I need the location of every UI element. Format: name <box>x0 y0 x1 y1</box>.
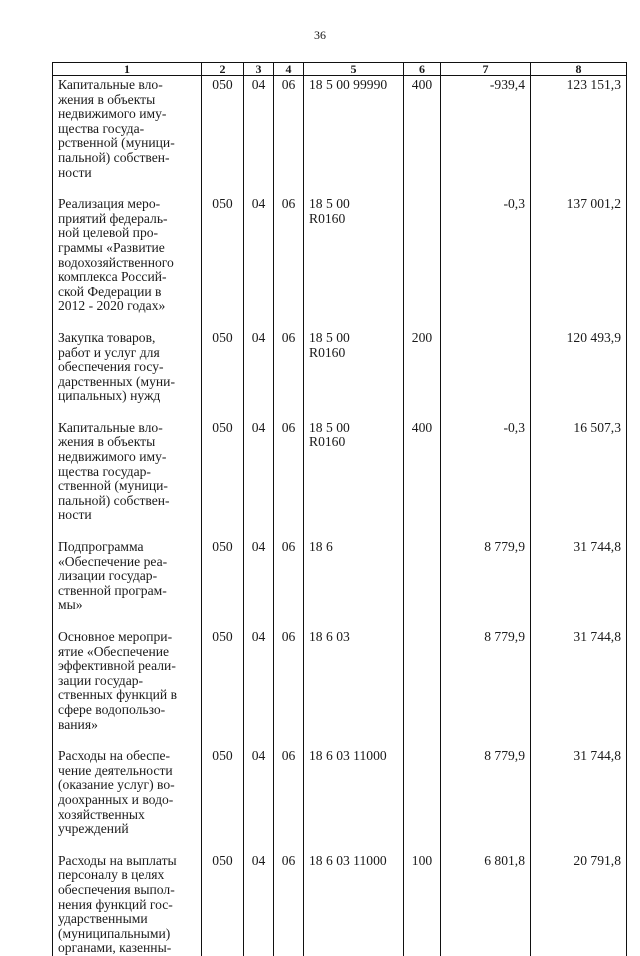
row-name-line: Основное меропри- <box>58 629 173 644</box>
ministry-code: 050 <box>202 746 244 851</box>
row-name <box>53 194 202 328</box>
ministry-code: 050 <box>202 76 244 195</box>
target-article-code-line: 18 6 03 11000 <box>309 748 387 764</box>
row-name-line: рственной (муници- <box>58 135 175 151</box>
row-name-line: Закупка товаров, <box>58 329 156 345</box>
row-name-line: ственной (муници- <box>58 478 168 494</box>
column-header-1: 1 <box>53 63 202 76</box>
row-name-line: Реализация меро- <box>58 196 161 212</box>
ministry-code: 050 <box>202 627 244 746</box>
row-name-line: ной целевой про- <box>58 225 159 241</box>
row-name-line: Капитальные вло- <box>58 419 163 435</box>
row-name-line: вания» <box>58 716 98 732</box>
row-name-line: Расходы на выплаты <box>58 852 177 868</box>
row-name-line: мы» <box>58 597 83 613</box>
column-header-2: 2 <box>202 63 244 76</box>
expense-type-code: 100 <box>404 851 441 956</box>
row-name-line: ударственными <box>58 911 148 927</box>
expense-type-code <box>404 194 441 328</box>
row-name-line: пальной) собствен- <box>58 492 170 508</box>
section-code: 04 <box>244 851 274 956</box>
row-name-line: Подпрограмма <box>58 539 144 555</box>
row-name-line: ятие «Обеспечение <box>58 643 170 659</box>
target-article-code-line: 18 6 03 11000 <box>309 852 387 868</box>
total-amount: 31 744,8 <box>531 537 627 627</box>
table-row <box>53 537 627 627</box>
target-article-code-line: 18 6 <box>309 539 333 555</box>
row-name-line: сфере водопользо- <box>58 701 166 717</box>
target-article-code-line: R0160 <box>309 434 346 450</box>
ministry-code: 050 <box>202 328 244 418</box>
subsection-code: 06 <box>274 627 304 746</box>
row-name <box>53 537 202 627</box>
target-article-code-line: 18 5 00 99990 <box>309 77 388 92</box>
row-name-line: щества государ- <box>58 463 151 479</box>
target-article-code <box>304 76 404 195</box>
total-amount: 31 744,8 <box>531 746 627 851</box>
subsection-code: 06 <box>274 537 304 627</box>
subsection-code: 06 <box>274 851 304 956</box>
target-article-code-line: R0160 <box>309 344 346 360</box>
change-amount: 8 779,9 <box>441 537 531 627</box>
total-amount: 120 493,9 <box>531 328 627 418</box>
table-row <box>53 851 627 956</box>
expense-type-code <box>404 537 441 627</box>
total-amount: 31 744,8 <box>531 627 627 746</box>
target-article-code <box>304 627 404 746</box>
row-name-line: жения в объекты <box>58 91 156 107</box>
row-name-line: ственной програм- <box>58 582 167 598</box>
target-article-code <box>304 418 404 537</box>
column-header-5: 5 <box>304 63 404 76</box>
section-code: 04 <box>244 76 274 195</box>
total-amount: 20 791,8 <box>531 851 627 956</box>
row-name <box>53 627 202 746</box>
section-code: 04 <box>244 194 274 328</box>
row-name-line: персоналу в целях <box>58 867 165 883</box>
row-name-line: 2012 - 2020 годах» <box>58 298 166 314</box>
row-name-line: ности <box>58 164 92 180</box>
budget-table <box>52 62 627 956</box>
row-name-line: чение деятельности <box>58 762 173 778</box>
row-name-line: работ и услуг для <box>58 344 160 360</box>
column-header-6: 6 <box>404 63 441 76</box>
change-amount: -0,3 <box>441 194 531 328</box>
change-amount: 6 801,8 <box>441 851 531 956</box>
ministry-code: 050 <box>202 418 244 537</box>
row-name-line: жения в объекты <box>58 434 156 450</box>
table-row <box>53 627 627 746</box>
table-row <box>53 328 627 418</box>
row-name-line: дарственных (муни- <box>58 373 175 389</box>
row-name-line: приятий федераль- <box>58 210 168 226</box>
section-code: 04 <box>244 627 274 746</box>
target-article-code <box>304 851 404 956</box>
row-name-line: пальной) собствен- <box>58 149 170 165</box>
target-article-code <box>304 328 404 418</box>
target-article-code-line: 18 5 00 <box>309 196 350 212</box>
row-name <box>53 851 202 956</box>
change-amount: -0,3 <box>441 418 531 537</box>
row-name-line: Расходы на обеспе- <box>58 748 171 764</box>
change-amount: 8 779,9 <box>441 746 531 851</box>
row-name-line: органами, казенны- <box>58 940 172 956</box>
row-name <box>53 76 202 195</box>
row-name-line: нения функций гос- <box>58 896 173 912</box>
row-name-line: эффективной реали- <box>58 658 176 674</box>
total-amount: 123 151,3 <box>531 76 627 195</box>
section-code: 04 <box>244 746 274 851</box>
target-article-code <box>304 537 404 627</box>
ministry-code: 050 <box>202 194 244 328</box>
row-name-line: Капитальные вло- <box>58 77 163 92</box>
column-header-4: 4 <box>274 63 304 76</box>
row-name-line: хозяйственных <box>58 806 145 822</box>
total-amount: 137 001,2 <box>531 194 627 328</box>
target-article-code <box>304 746 404 851</box>
expense-type-code: 200 <box>404 328 441 418</box>
target-article-code-line: 18 6 03 <box>309 629 350 644</box>
subsection-code: 06 <box>274 746 304 851</box>
expense-type-code: 400 <box>404 418 441 537</box>
row-name-line: ности <box>58 507 92 523</box>
subsection-code: 06 <box>274 76 304 195</box>
section-code: 04 <box>244 328 274 418</box>
row-name-line: водохозяйственного <box>58 254 174 270</box>
column-header-8: 8 <box>531 63 627 76</box>
change-amount: -939,4 <box>441 76 531 195</box>
row-name-line: недвижимого иму- <box>58 449 167 465</box>
target-article-code-line: R0160 <box>309 210 346 226</box>
table-row <box>53 76 627 195</box>
row-name-line: ственных функций в <box>58 687 178 703</box>
ministry-code: 050 <box>202 851 244 956</box>
target-article-code <box>304 194 404 328</box>
change-amount <box>441 328 531 418</box>
target-article-code-line: 18 5 00 <box>309 329 350 345</box>
column-header-3: 3 <box>244 63 274 76</box>
row-name-line: обеспечения госу- <box>58 359 164 375</box>
row-name-line: ципальных) нужд <box>58 388 161 404</box>
column-header-7: 7 <box>441 63 531 76</box>
row-name-line: зации государ- <box>58 672 144 688</box>
expense-type-code: 400 <box>404 76 441 195</box>
row-name-line: доохранных и водо- <box>58 791 174 807</box>
header-row <box>53 63 627 76</box>
page-number: 36 <box>314 28 326 42</box>
row-name <box>53 746 202 851</box>
row-name-line: обеспечения выпол- <box>58 881 175 897</box>
row-name-line: недвижимого иму- <box>58 106 167 122</box>
section-code: 04 <box>244 537 274 627</box>
ministry-code: 050 <box>202 537 244 627</box>
row-name-line: «Обеспечение реа- <box>58 553 168 569</box>
row-name-line: щества госуда- <box>58 120 145 136</box>
section-code: 04 <box>244 418 274 537</box>
row-name-line: ской Федерации в <box>58 283 162 299</box>
row-name-line: лизации государ- <box>58 568 158 584</box>
row-name-line: комплекса Россий- <box>58 269 167 285</box>
table-row <box>53 418 627 537</box>
row-name <box>53 328 202 418</box>
table-row <box>53 194 627 328</box>
table-body <box>53 76 627 956</box>
row-name <box>53 418 202 537</box>
row-name-line: (муниципальными) <box>58 925 171 941</box>
row-name-line: граммы «Развитие <box>58 239 165 255</box>
row-name-line: учреждений <box>58 821 129 837</box>
subsection-code: 06 <box>274 418 304 537</box>
total-amount: 16 507,3 <box>531 418 627 537</box>
target-article-code-line: 18 5 00 <box>309 419 350 435</box>
subsection-code: 06 <box>274 194 304 328</box>
expense-type-code <box>404 746 441 851</box>
row-name-line: (оказание услуг) во- <box>58 777 175 793</box>
change-amount: 8 779,9 <box>441 627 531 746</box>
subsection-code: 06 <box>274 328 304 418</box>
expense-type-code <box>404 627 441 746</box>
table-row <box>53 746 627 851</box>
